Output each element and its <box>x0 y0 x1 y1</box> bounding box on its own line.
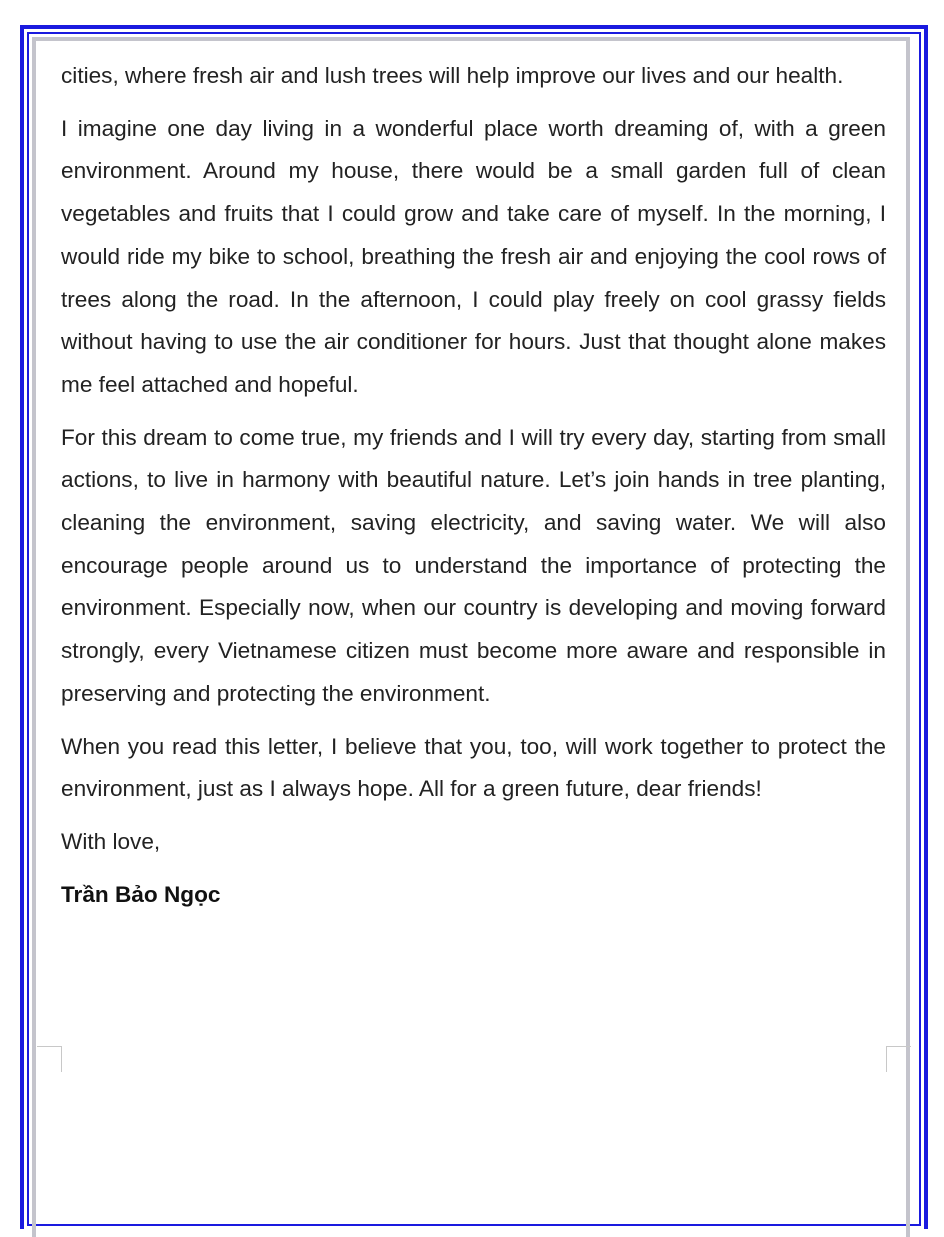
paragraph: I imagine one day living in a wonderful place worth dreaming of, with a green environment. Around my house, there would be a small garden full of clean vegetables and fruits that I could grow and take care of myself. In the morning, I would ride my bike to school, breathing the fresh air and enjoying the cool rows of trees along the road. In the afternoon, I could play freely on cool grassy fields without having to use the air conditioner for hours. Just that thought alone makes me feel attached and hopeful. <box>61 115 886 397</box>
signature: Trần Bảo Ngọc <box>61 881 221 907</box>
paragraph: When you read this letter, I believe that you, too, will work together to protect the environment, just as I always hope. All for a green future, dear friends! <box>61 733 886 802</box>
closing: With love, <box>61 828 161 854</box>
paragraph: For this dream to come true, my friends and I will try every day, starting from small actions, to live in harmony with beautiful nature. Let’s join hands in tree planting, cleaning the environment, saving electricity, and saving water. We will also encourage people around us to understand the importance of protecting the environment. Especially now, when our country is developing and moving forward strongly, every Vietnamese citizen must become more aware and responsible in preserving and protecting the environment. <box>61 424 886 706</box>
margin-corner-mark-right <box>886 1046 911 1072</box>
margin-corner-mark-left <box>37 1046 62 1072</box>
document-body <box>61 55 886 926</box>
paragraph: cities, where fresh air and lush trees will help improve our lives and our health. <box>61 63 844 88</box>
